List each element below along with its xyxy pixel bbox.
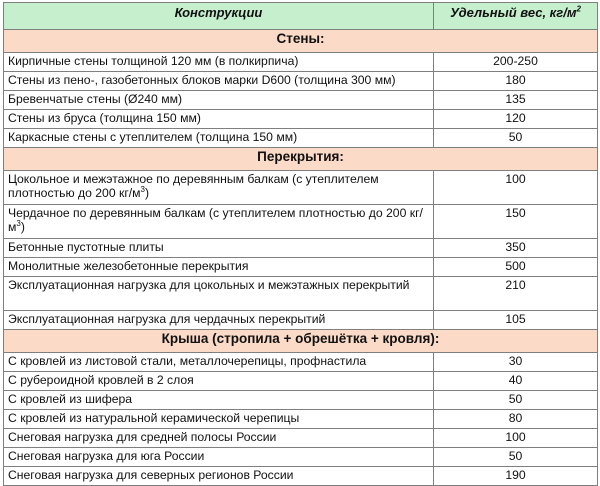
specific-weight-table xyxy=(3,2,598,486)
row-label: Снеговая нагрузка для северных регионов России xyxy=(4,467,434,486)
row-label: Эксплуатационная нагрузка для чердачных перекрытий xyxy=(4,311,434,330)
header-specific-weight: Удельный вес, $кг/м^2$ xyxy=(434,3,598,30)
table-row xyxy=(4,429,598,448)
table-row xyxy=(4,467,598,486)
header-row xyxy=(4,3,598,30)
row-value: 120 xyxy=(434,110,598,129)
row-label: Каркасные стены с утеплителем (толщина 150 мм) xyxy=(4,129,434,148)
table-row xyxy=(4,205,598,239)
row-label: С кровлей из натуральной керамической черепицы xyxy=(4,410,434,429)
header-constructions: Конструкции xyxy=(4,3,434,30)
row-value: 40 xyxy=(434,372,598,391)
section-title: Перекрытия: xyxy=(4,148,598,171)
row-value: 105 xyxy=(434,311,598,330)
table-row xyxy=(4,372,598,391)
row-label: Бревенчатые стены (Ø240 мм) xyxy=(4,91,434,110)
row-value: 500 xyxy=(434,258,598,277)
section-floors xyxy=(4,148,598,171)
row-value: 80 xyxy=(434,410,598,429)
row-value: 50 xyxy=(434,448,598,467)
row-value: 190 xyxy=(434,467,598,486)
table-row xyxy=(4,72,598,91)
row-label: Монолитные железобетонные перекрытия xyxy=(4,258,434,277)
table-row xyxy=(4,391,598,410)
table-row xyxy=(4,171,598,205)
table-row xyxy=(4,239,598,258)
row-label: С рубероидной кровлей в 2 слоя xyxy=(4,372,434,391)
row-label: Стены из пено-, газобетонных блоков марки D600 (толщина 300 мм) xyxy=(4,72,434,91)
section-title: Стены: xyxy=(4,30,598,53)
table-row xyxy=(4,448,598,467)
row-label: С кровлей из листовой стали, металлочерепицы, профнастила xyxy=(4,353,434,372)
row-value: 50 xyxy=(434,391,598,410)
row-label: Бетонные пустотные плиты xyxy=(4,239,434,258)
row-label: Снеговая нагрузка для юга России xyxy=(4,448,434,467)
table-row xyxy=(4,410,598,429)
row-value: 100 xyxy=(434,429,598,448)
table-row xyxy=(4,353,598,372)
section-title: Крыша (стропила + обрешётка + кровля): xyxy=(4,330,598,353)
section-roof xyxy=(4,330,598,353)
table-row xyxy=(4,91,598,110)
row-label: Стены из бруса (толщина 150 мм) xyxy=(4,110,434,129)
row-value: 150 xyxy=(434,205,598,239)
row-label: Чердачное по деревянным балкам (с утеплителем плотностью до 200 $кг/м^3$) xyxy=(4,205,434,239)
table-row xyxy=(4,53,598,72)
row-value: 200-250 xyxy=(434,53,598,72)
table-row xyxy=(4,311,598,330)
table-row xyxy=(4,258,598,277)
table-row xyxy=(4,110,598,129)
row-value: 135 xyxy=(434,91,598,110)
row-label: Цокольное и межэтажное по деревянным балкам (с утеплителем плотностью до 200 $кг/м^3$) xyxy=(4,171,434,205)
row-value: 350 xyxy=(434,239,598,258)
row-value: 180 xyxy=(434,72,598,91)
row-label: Кирпичные стены толщиной 120 мм (в полкирпича) xyxy=(4,53,434,72)
row-value: 100 xyxy=(434,171,598,205)
table-row xyxy=(4,129,598,148)
row-value: 30 xyxy=(434,353,598,372)
row-label: Снеговая нагрузка для средней полосы России xyxy=(4,429,434,448)
row-label: Эксплуатационная нагрузка для цокольных и межэтажных перекрытий xyxy=(4,277,434,311)
row-label: С кровлей из шифера xyxy=(4,391,434,410)
section-walls xyxy=(4,30,598,53)
row-value: 50 xyxy=(434,129,598,148)
row-value: 210 xyxy=(434,277,598,311)
table-row xyxy=(4,277,598,311)
